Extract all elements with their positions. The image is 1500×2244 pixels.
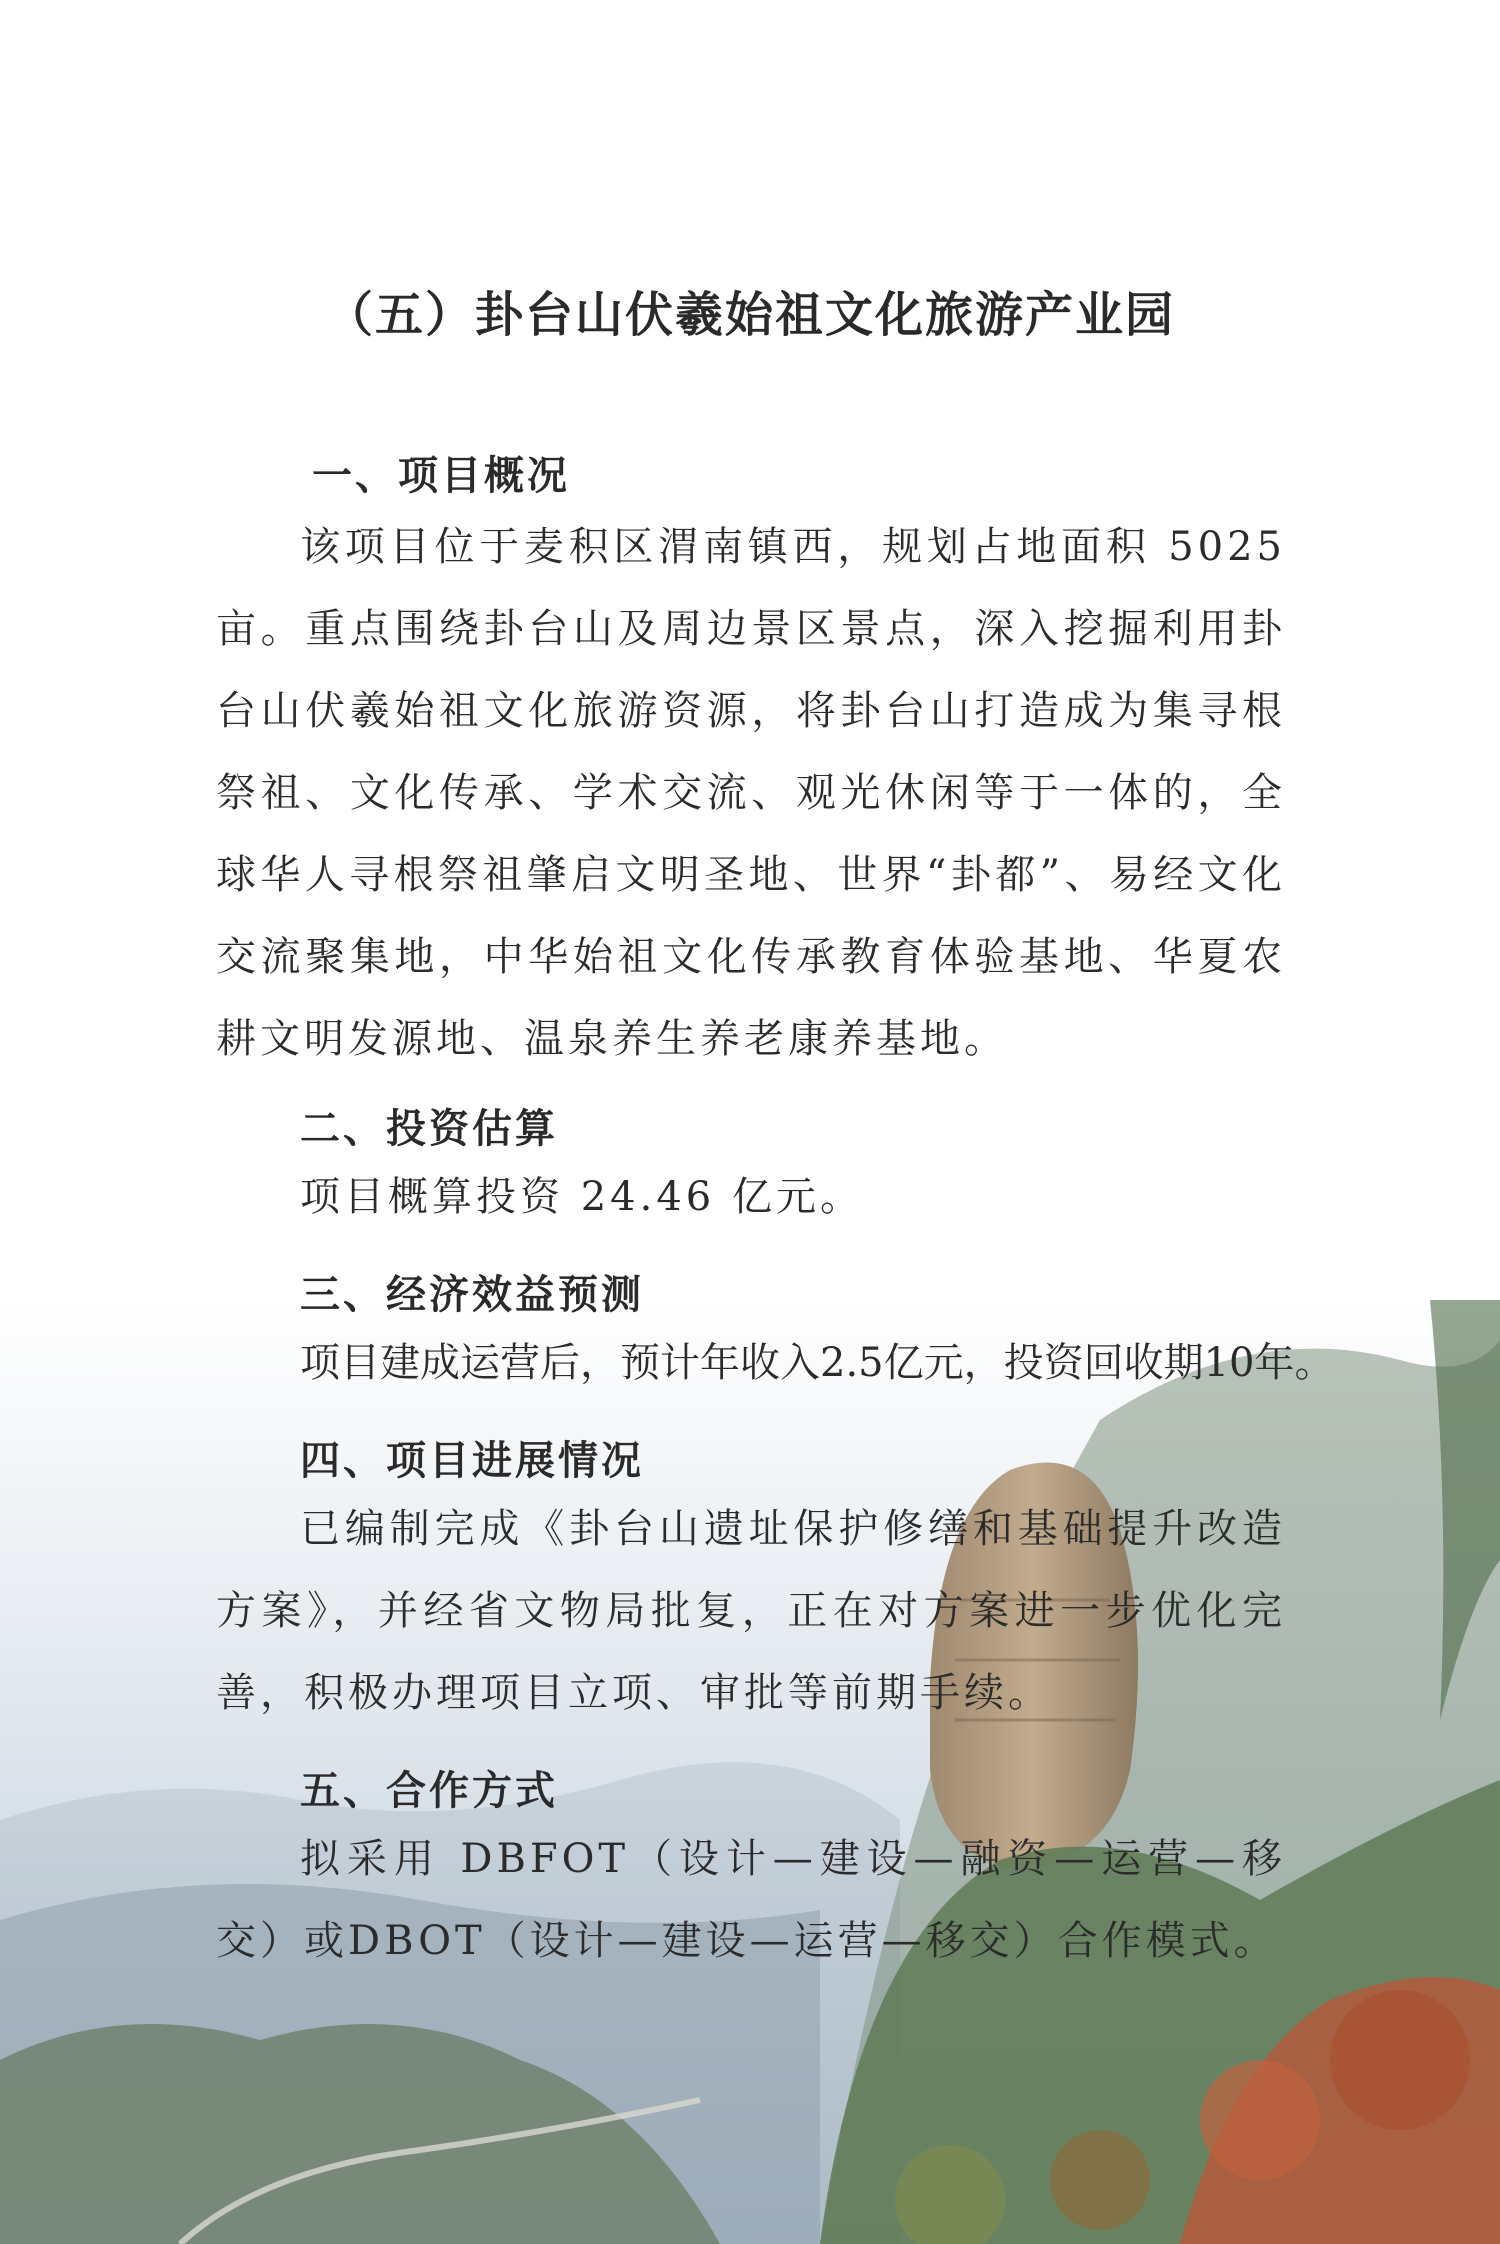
section-body-overview: 该项目位于麦积区渭南镇西，规划占地面积 5025 亩。重点围绕卦台山及周边景区景点，深入挖掘利用卦台山伏羲始祖文化旅游资源，将卦台山打造成为集寻根祭祖、文化传承、学术交流、观光休闲等于一体的，全球华人寻根祭祖肇启文明圣地、世界“卦都”、易经文化交流聚集地，中华始祖文化传承教育体验基地、华夏农耕文明发源地、温泉养生养老康养基地。 [216, 524, 1286, 1062]
section-heading-cooperation: 五、合作方式 [300, 1768, 558, 1814]
section-body-investment: 项目概算投资 24.46 亿元。 [300, 1174, 864, 1220]
section-heading-economic-benefit: 三、经济效益预测 [300, 1272, 644, 1318]
section-body-progress: 已编制完成《卦台山遗址保护修缮和基础提升改造方案》，并经省文物局批复，正在对方案进一步优化完善，积极办理项目立项、审批等前期手续。 [216, 1506, 1286, 1716]
document-title: （五）卦台山伏羲始祖文化旅游产业园 [324, 287, 1175, 343]
section-body-economic-benefit: 项目建成运营后，预计年收入2.5亿元，投资回收期10年。 [300, 1340, 1335, 1386]
section-heading-investment: 二、投资估算 [300, 1106, 558, 1152]
section-heading-progress: 四、项目进展情况 [300, 1438, 644, 1484]
section-body-cooperation: 拟采用 DBFOT（设计—建设—融资—运营—移交）或DBOT（设计—建设—运营—移交）合作模式。 [216, 1836, 1286, 1964]
section-heading-overview: 一、项目概况 [312, 453, 570, 499]
